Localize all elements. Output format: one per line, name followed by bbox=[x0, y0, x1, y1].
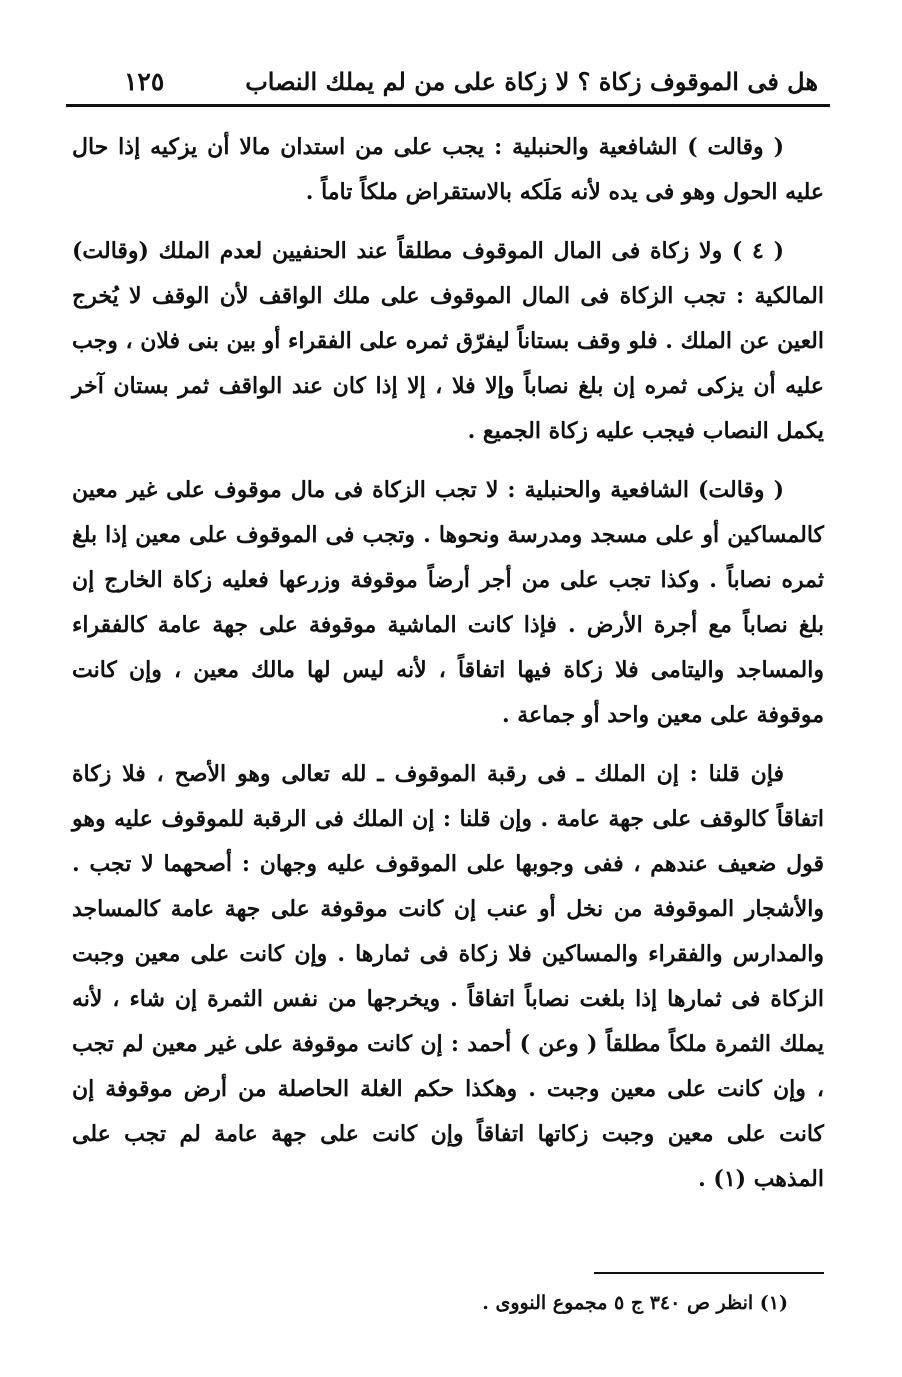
paragraph-2: ( ٤ ) ولا زكاة فى المال الموقوف مطلقاً عند الحنفيين لعدم الملك (وقالت) المالكية : تجب الزكاة فى المال الموقوف على ملك الواقف لأن الوقف لا يُخرج العين عن الملك . فلو وقف بستاناً ليفرّق ثمره على الفقراء أو بين بنى فلان ، وجب عليه أن يزكى ثمره إن بلغ نصاباً وإلا فلا ، إلا إذا كان عند الواقف ثمر بستان آخر يكمل النصاب فيجب عليه زكاة الجميع . bbox=[72, 238, 824, 444]
paragraph-3: ( وقالت) الشافعية والحنبلية : لا تجب الزكاة فى مال موقوف على غير معين كالمساكين أو على مسجد ومدرسة ونحوها . وتجب فى الموقوف على معين إذا بلغ ثمره نصاباً . وكذا تجب على من أجر أرضاً موقوفة وزرعها فعليه زكاة الخارج إن بلغ نصاباً مع أجرة الأرض . فإذا كانت الماشية موقوفة على جهة عامة كالفقراء والمساجد واليتامى فلا زكاة فيها اتفاقاً ، لأنه ليس لها مالك معين ، وإن كانت موقوفة على معين واحد أو جماعة . bbox=[72, 477, 824, 728]
page-header bbox=[72, 44, 824, 104]
footnote-rule bbox=[594, 1272, 824, 1274]
paragraph-1: ( وقالت ) الشافعية والحنبلية : يجب على من استدان مالا أن يزكيه إذا حال عليه الحول وهو فى يده لأنه مَلَكه بالاستقراض ملكاً تاماً . bbox=[72, 134, 824, 205]
page-body bbox=[72, 125, 824, 1202]
footnote: (١) انظر ص ٣٤٠ ج ٥ مجموع النووى . bbox=[482, 1292, 788, 1314]
paragraph-4: فإن قلنا : إن الملك ـ فى رقبة الموقوف ـ لله تعالى وهو الأصح ، فلا زكاة اتفاقاً كالوقف على جهة عامة . وإن قلنا : إن الملك فى الرقبة للموقوف عليه وهو قول ضعيف عندهم ، ففى وجوبها على الموقوف عليه وجهان : أصحهما لا تجب . والأشجار الموقوفة من نخل أو عنب إن كانت موقوفة على جهة عامة كالمساجد والمدارس والفقراء والمساكين فلا زكاة فى ثمارها . وإن كانت على معين وجبت الزكاة فى ثمارها إذا بلغت نصاباً اتفاقاً . ويخرجها من نفس الثمرة إن شاء ، لأنه يملك الثمرة ملكاً مطلقاً ( وعن ) أحمد : إن كانت موقوفة على غير معين لم تجب ، وإن كانت على معين وجبت . وهكذا حكم الغلة الحاصلة من أرض موقوفة إن كانت على معين وجبت زكاتها اتفاقاً وإن كانت على جهة عامة لم تجب على المذهب (١) . bbox=[72, 761, 824, 1192]
book-page bbox=[72, 44, 824, 1344]
page-number: ١٢٥ bbox=[124, 67, 165, 96]
running-title: هل فى الموقوف زكاة ؟ لا زكاة على من لم يملك النصاب bbox=[245, 67, 818, 96]
footnote-area bbox=[72, 1272, 824, 1314]
header-rule bbox=[66, 104, 830, 107]
